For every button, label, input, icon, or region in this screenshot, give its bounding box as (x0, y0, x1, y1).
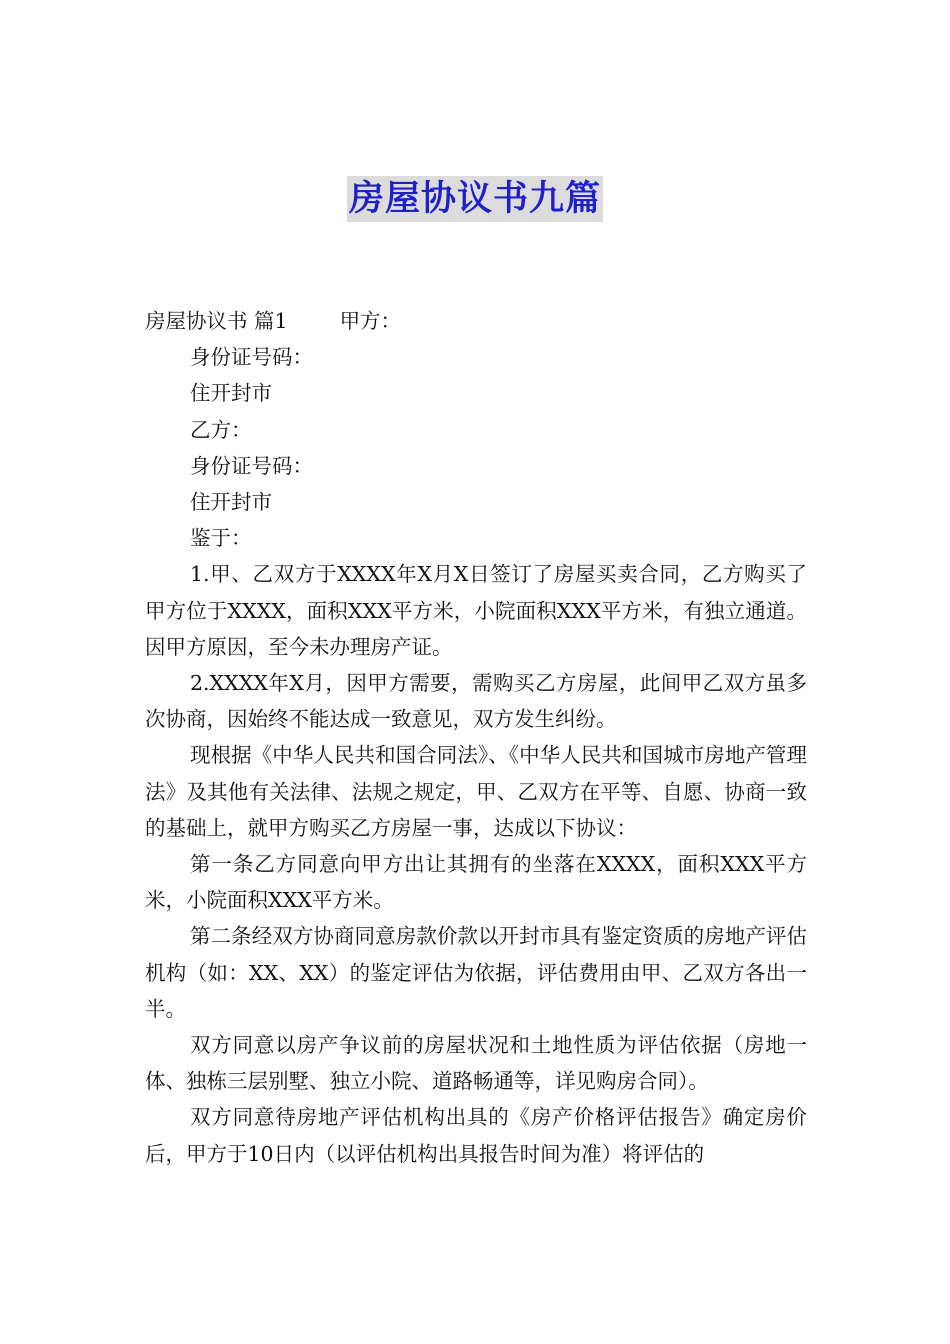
document-body (145, 303, 807, 1172)
title-container (0, 176, 950, 222)
section-heading: 房屋协议书 篇1 (145, 309, 288, 333)
party-a-label: 甲方： (339, 309, 402, 333)
first-line (145, 303, 807, 339)
paragraph-valuation-report: 双方同意待房地产评估机构出具的《房产价格评估报告》确定房价后，甲方于10日内（以评估机构出具报告时间为准）将评估的 (145, 1105, 807, 1166)
paragraph-3: 现根据《中华人民共和国合同法》、《中华人民共和国城市房地产管理法》及其他有关法律、法规之规定，甲、乙双方在平等、自愿、协商一致的基础上，就甲方购买乙方房屋一事，达成以下协议： (145, 743, 807, 840)
whereas-label: 鉴于： (190, 526, 252, 551)
party-b-label: 乙方： (190, 417, 252, 442)
id-number-label-b: 身份证号码： (190, 453, 313, 478)
id-number-label-a: 身份证号码： (190, 345, 313, 370)
address-label-a: 住开封市 (190, 381, 272, 406)
paragraph-1: 1.甲、乙双方于XXXX年X月X日签订了房屋买卖合同，乙方购买了甲方位于XXXX，面积XXX平方米，小院面积XXX平方米，有独立通道。因甲方原因，至今未办理房产证。 (145, 562, 807, 659)
address-label-b: 住开封市 (190, 490, 272, 515)
paragraph-valuation-basis: 双方同意以房产争议前的房屋状况和土地性质为评估依据（房地一体、独栋三层别墅、独立小院、道路畅通等，详见购房合同）。 (145, 1033, 807, 1094)
paragraph-2: 2.XXXX年X月，因甲方需要，需购买乙方房屋，此间甲乙双方虽多次协商，因始终不能达成一致意见，双方发生纠纷。 (145, 671, 807, 732)
document-title: 房屋协议书九篇 (347, 176, 603, 222)
article-1: 第一条乙方同意向甲方出让其拥有的坐落在XXXX，面积XXX平方米，小院面积XXX平方米。 (145, 852, 807, 913)
article-2: 第二条经双方协商同意房款价款以开封市具有鉴定资质的房地产评估机构（如：XX、XX）的鉴定评估为依据，评估费用由甲、乙双方各出一半。 (145, 924, 807, 1021)
